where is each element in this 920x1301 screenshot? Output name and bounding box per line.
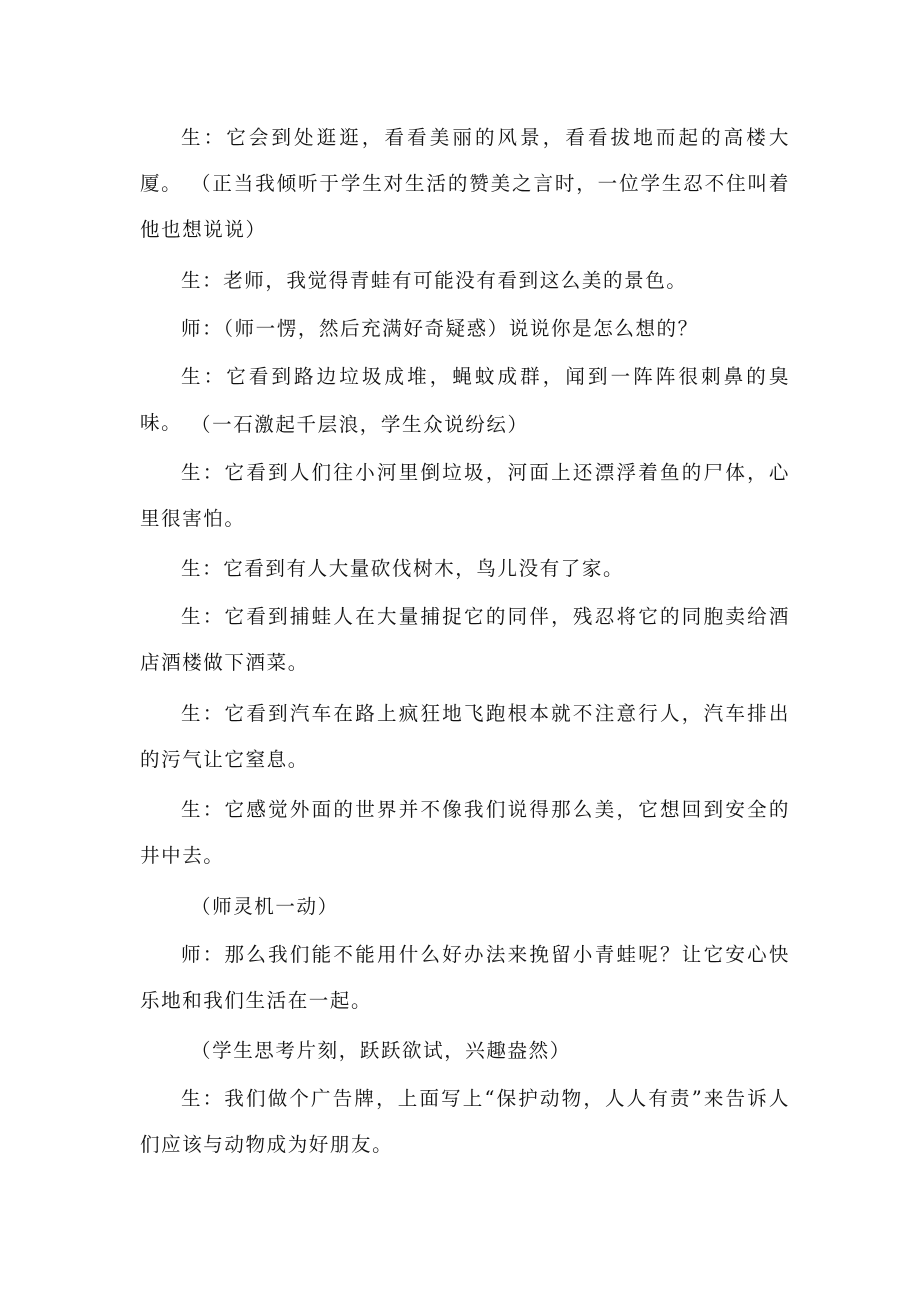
paragraph-stage-note: （学生思考片刻，跃跃欲试，兴趣盎然） [191, 1039, 571, 1062]
paragraph-student-line: 生：我们做个广告牌，上面写上“保护动物，人人有责”来告诉人们应该与动物成为好朋友。 [140, 1087, 790, 1156]
paragraph-student-line: 生：它看到有人大量砍伐树木，鸟儿没有了家。 [181, 557, 625, 580]
paragraph-stage-note: （一石激起千层浪，学生众说纷纭） [191, 413, 529, 436]
paragraph-student-line: 生：它看到人们往小河里倒垃圾，河面上还漂浮着鱼的尸体，心里很害怕。 [140, 461, 790, 530]
paragraph-student-line: 生：它会到处逛逛，看看美丽的风景，看看拔地而起的高楼大厦。 [140, 126, 790, 195]
paragraph-stage-note: （师灵机一动） [191, 895, 339, 918]
paragraph-student-line: 生：老师，我觉得青蛙有可能没有看到这么美的景色。 [181, 269, 688, 292]
paragraph-stage-note: （正当我倾听于学生对生活的赞美之言时，一位学生忍不住叫着他也想说说） [140, 172, 790, 241]
paragraph-student-line: 生：它看到捕蛙人在大量捕捉它的同伴，残忍将它的同胞卖给酒店酒楼做下酒菜。 [140, 605, 790, 674]
paragraph-student-line: 生：它感觉外面的世界并不像我们说得那么美，它想回到安全的井中去。 [140, 798, 790, 867]
paragraph-teacher-line: 师：（师一愣，然后充满好奇疑惑）说说你是怎么想的？ [181, 317, 699, 340]
paragraph-student-line: 生：它看到路边垃圾成堆，蝇蚊成群，闻到一阵阵很刺鼻的臭味。 [140, 365, 790, 434]
paragraph-student-line: 生：它看到汽车在路上疯狂地飞跑根本就不注意行人，汽车排出的污气让它窒息。 [140, 702, 790, 771]
paragraph-teacher-line: 师：那么我们能不能用什么好办法来挽留小青蛙呢？让它安心快乐地和我们生活在一起。 [140, 943, 790, 1012]
